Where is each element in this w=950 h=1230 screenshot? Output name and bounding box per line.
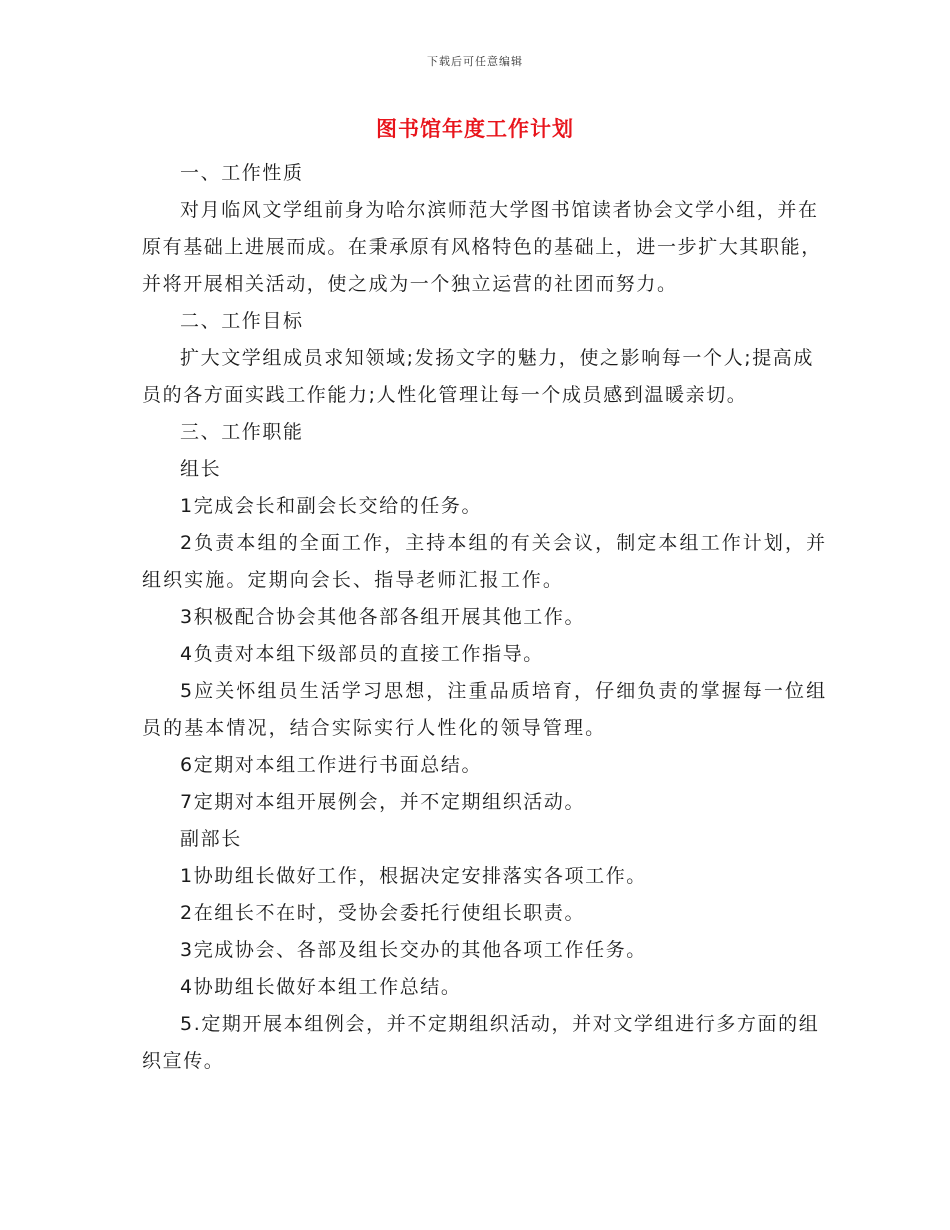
list-item: 5.定期开展本组例会，并不定期组织活动，并对文学组进行多方面的组织宣传。: [142, 1013, 820, 1072]
paragraph-goals: 扩大文学组成员求知领域;发扬文字的魅力，使之影响每一个人;提高成员的各方面实践工作能力;人性化管理让每一个成员感到温暖亲切。: [142, 347, 815, 406]
section-heading-nature: 一、工作性质: [180, 162, 304, 184]
section-heading-functions: 三、工作职能: [180, 421, 304, 443]
header-note: 下载后可任意编辑: [427, 55, 523, 68]
list-item: 1完成会长和副会长交给的任务。: [180, 495, 483, 517]
list-item: 4协助组长做好本组工作总结。: [180, 976, 462, 998]
paragraph-nature: 对月临风文学组前身为哈尔滨师范大学图书馆读者协会文学小组，并在原有基础上进展而成。在秉承原有风格特色的基础上，进一步扩大其职能，并将开展相关活动，使之成为一个独立运营的社团而努力。: [142, 199, 822, 295]
subheading-leader: 组长: [180, 458, 222, 480]
list-item: 2在组长不在时，受协会委托行使组长职责。: [180, 902, 586, 924]
list-item: 1协助组长做好工作，根据决定安排落实各项工作。: [180, 865, 647, 887]
document-body: [142, 155, 832, 1080]
section-heading-goals: 二、工作目标: [180, 310, 304, 332]
subheading-deputy: 副部长: [180, 828, 242, 850]
list-item: 2负责本组的全面工作，主持本组的有关会议，制定本组工作计划，并组织实施。定期向会长、指导老师汇报工作。: [142, 532, 828, 591]
list-item: 5应关怀组员生活学习思想，注重品质培育，仔细负责的掌握每一位组员的基本情况，结合实际实行人性化的领导管理。: [142, 680, 828, 739]
list-item: 6定期对本组工作进行书面总结。: [180, 754, 483, 776]
document-title: 图书馆年度工作计划: [376, 116, 574, 141]
list-item: 4负责对本组下级部员的直接工作指导。: [180, 643, 544, 665]
list-item: 3积极配合协会其他各部各组开展其他工作。: [180, 606, 586, 628]
list-item: 3完成协会、各部及组长交办的其他各项工作任务。: [180, 939, 647, 961]
list-item: 7定期对本组开展例会，并不定期组织活动。: [180, 791, 586, 813]
